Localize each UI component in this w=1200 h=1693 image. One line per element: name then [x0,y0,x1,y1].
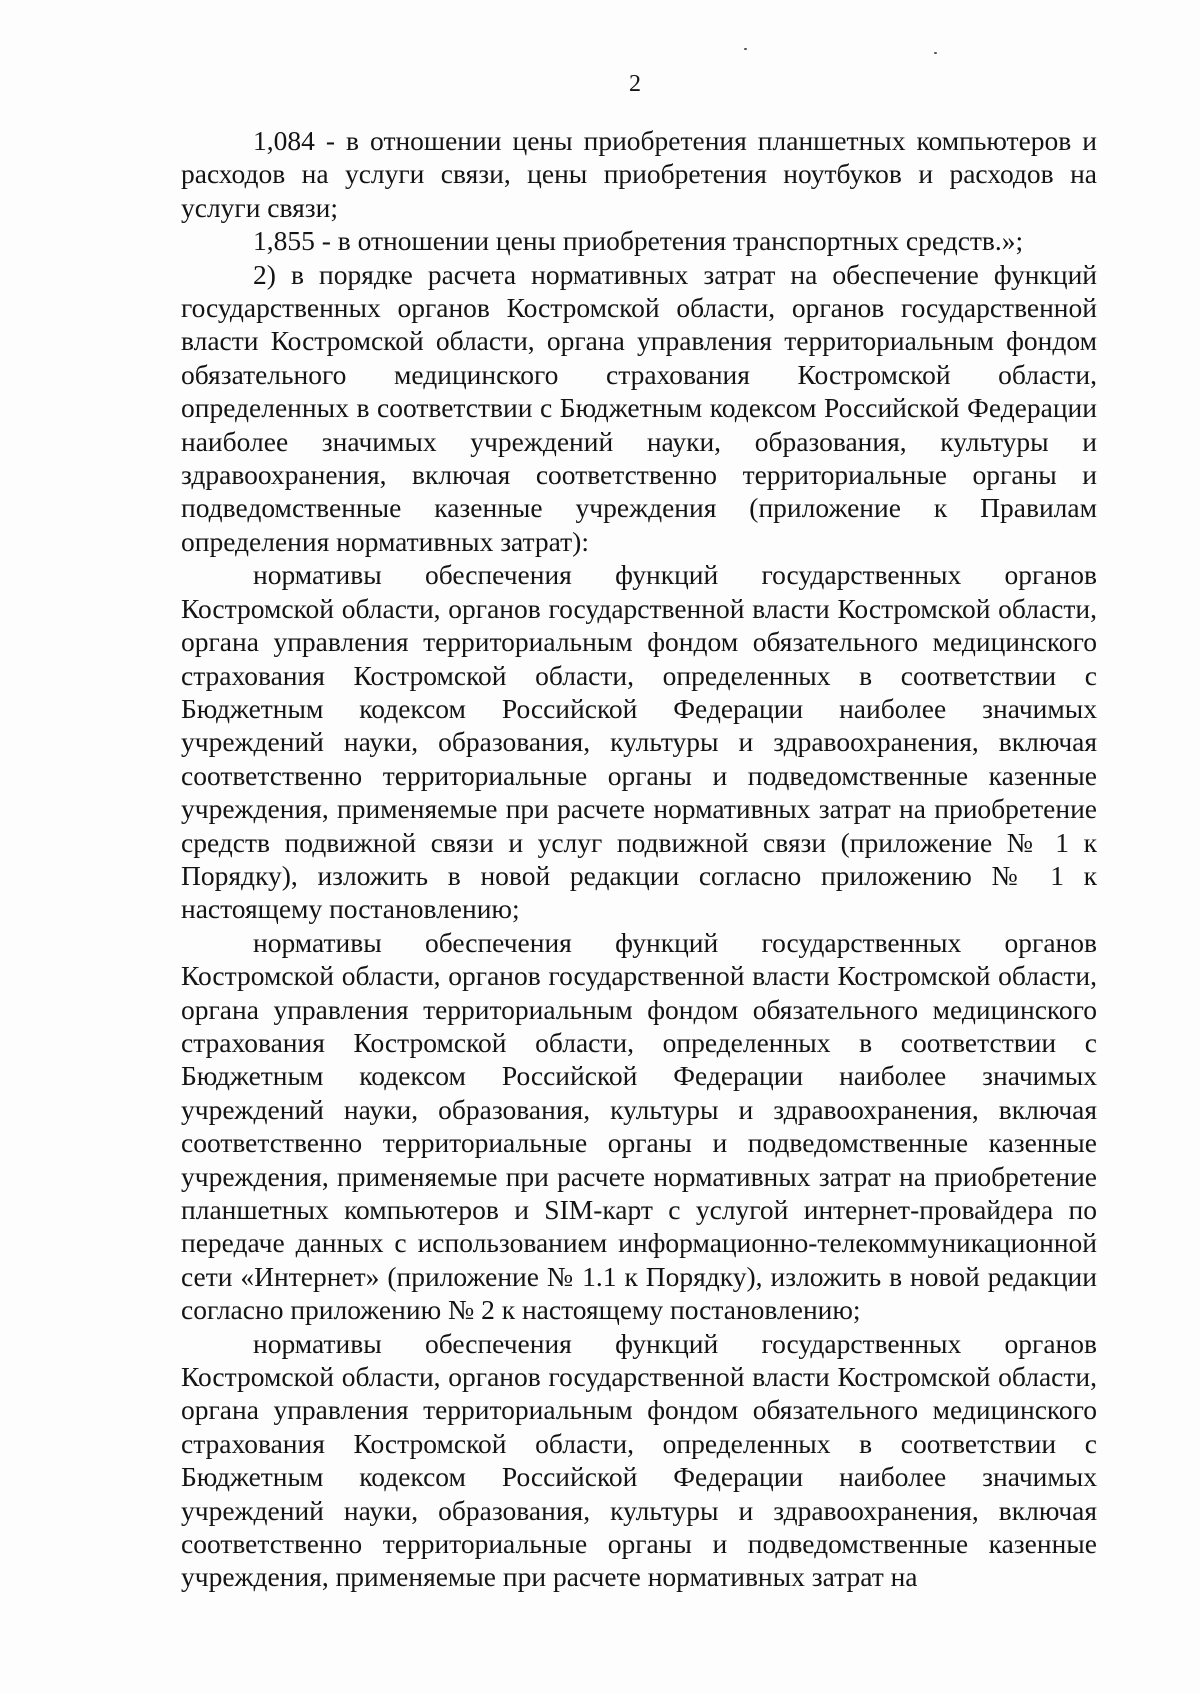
paragraph-coefficient-computers: 1,084 - в отношении цены приобретения планшетных компьютеров и расходов на услуги связи, цены приобретения ноутбуков и расходов на услуги связи; [181,125,1097,223]
paragraph-mobile-communication: нормативы обеспечения функций государственных органов Костромской области, органов государственной власти Костромской области, органа управления территориальным фондом обязательного медицинского страхования Костромской области, определенных в соответствии с Бюджетным кодексом Российской Федерации наиболее значимых учреждений науки, образования, культуры и здравоохранения, включая соответственно территориальные органы и подведомственные казенные учреждения, применяемые при расчете нормативных затрат на приобретение средств подвижной связи и услуг подвижной связи (приложение № 1 к Порядку), изложить в новой редакции согласно приложению № 1 к настоящему постановлению; [181,559,1097,925]
paragraph-continued: нормативы обеспечения функций государственных органов Костромской области, органов государственной власти Костромской области, органа управления территориальным фондом обязательного медицинского страхования Костромской области, определенных в соответствии с Бюджетным кодексом Российской Федерации наиболее значимых учреждений науки, образования, культуры и здравоохранения, включая соответственно территориальные органы и подведомственные казенные учреждения, применяемые при расчете нормативных затрат на [181,1327,1097,1593]
paragraph-coefficient-vehicles: 1,855 - в отношении цены приобретения транспортных средств.»; [253,225,1024,257]
paragraph-item-2: 2) в порядке расчета нормативных затрат на обеспечение функций государственных органов Костромской области, органов государственной власти Костромской области, органа управления территориальным фондом обязательного медицинского страхования Костромской области, определенных в соответствии с Бюджетным кодексом Российской Федерации наиболее значимых учреждений науки, образования, культуры и здравоохранения, включая соответственно территориальные органы и подведомственные казенные учреждения (приложение к Правилам определения нормативных затрат): [181,258,1097,557]
scan-speck [744,48,747,50]
page-number: 2 [629,71,641,97]
scan-speck [934,52,937,54]
paragraph-tablets-sim: нормативы обеспечения функций государственных органов Костромской области, органов государственной власти Костромской области, органа управления территориальным фондом обязательного медицинского страхования Костромской области, определенных в соответствии с Бюджетным кодексом Российской Федерации наиболее значимых учреждений науки, образования, культуры и здравоохранения, включая соответственно территориальные органы и подведомственные казенные учреждения, применяемые при расчете нормативных затрат на приобретение планшетных компьютеров и SIM-карт с услугой интернет-провайдера по передаче данных с использованием информационно-телекоммуникационной сети «Интернет» (приложение № 1.1 к Порядку), изложить в новой редакции согласно приложению № 2 к настоящему постановлению; [181,926,1097,1326]
document-body [181,124,1097,1594]
